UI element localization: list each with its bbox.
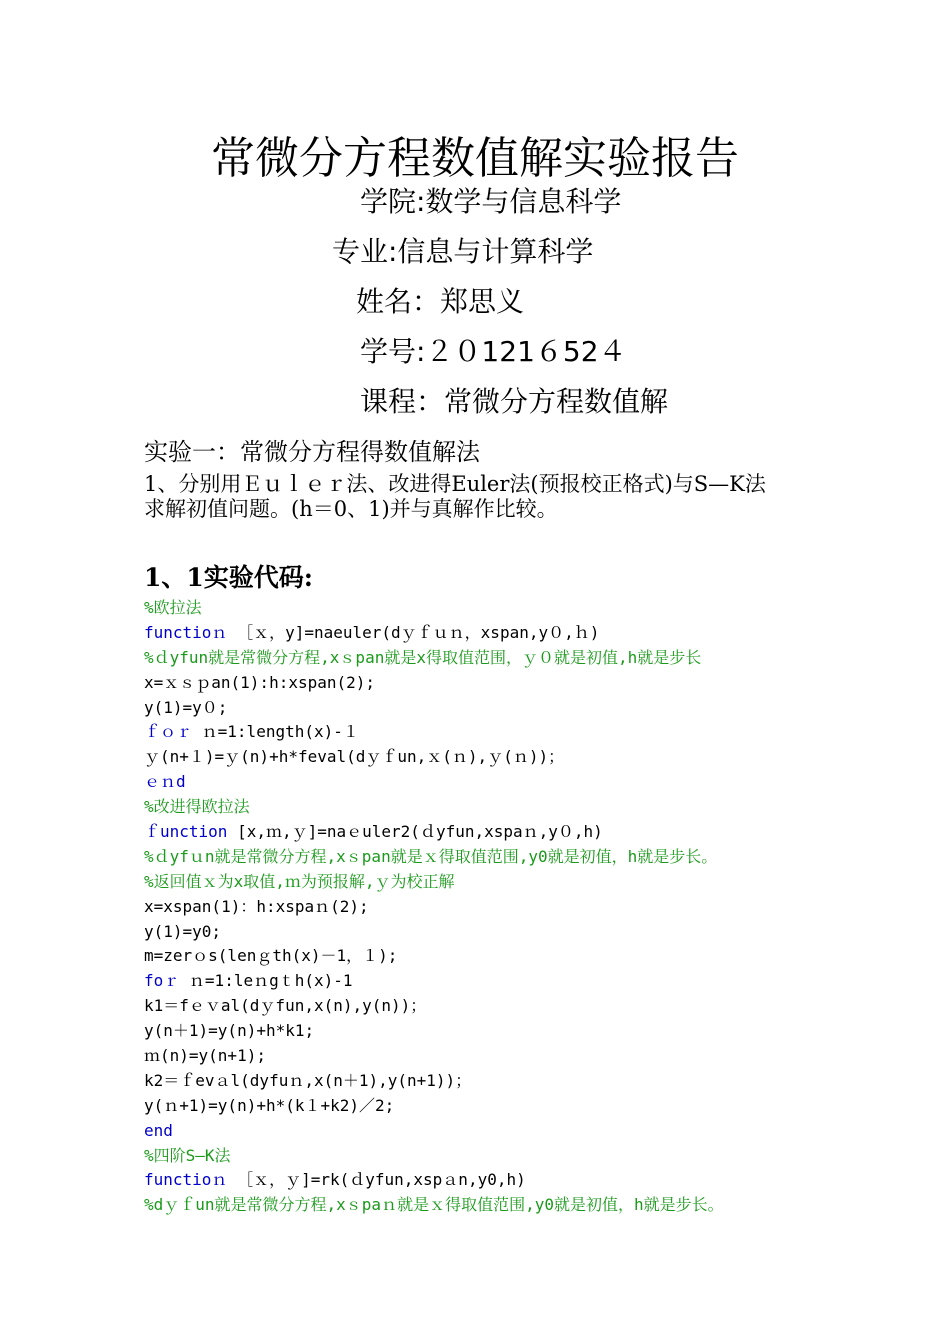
- code-text: ［ｘ，y]=naeuler(dｙｆｕｎ，xspan,y０,ｈ): [237, 622, 600, 642]
- code-line: [144, 1069, 934, 1094]
- code-line: [144, 944, 934, 969]
- code-line: [144, 994, 934, 1019]
- code-keyword: end: [144, 1120, 173, 1140]
- code-line: [144, 621, 934, 646]
- code-text: ［ｘ，ｙ]=rk(ｄyfun,xspａn,y0,h): [237, 1170, 526, 1190]
- code-text: x=xspan(1)：h:xspaｎ(2);: [144, 896, 369, 916]
- code-comment: %ｄyfun就是常微分方程,xｓpan就是x得取值范围，ｙ０就是初值,h就是步长: [144, 647, 702, 667]
- code-text: ｙ(n+１)=ｙ(n)+h*feval(dｙｆun,ｘ(ｎ),ｙ(ｎ))；: [144, 747, 565, 767]
- report-title: 常微分方程数值解实验报告: [211, 133, 739, 184]
- task-line: 求解初值问题。(h＝0、1)并与真解作比较。: [144, 497, 558, 521]
- code-line: [144, 596, 934, 621]
- code-keyword: functioｎ: [144, 1170, 228, 1190]
- code-line: [144, 1044, 934, 1069]
- code-line: [144, 845, 934, 870]
- code-line: [144, 1119, 934, 1144]
- code-comment: %dｙｆun就是常微分方程,xｓpaｎ就是ｘ得取值范围,y0就是初值，h就是步长。: [144, 1195, 724, 1215]
- code-comment: %四阶S—K法: [144, 1145, 231, 1165]
- course-line: 课程：常微分方程数值解: [360, 385, 669, 418]
- task-line: 1、分别用Ｅｕｌｅｒ法、改进得Euler法(预报校正格式)与S—K法: [144, 472, 766, 496]
- code-line: [144, 1019, 934, 1044]
- code-line: [144, 1144, 934, 1169]
- code-text: k1＝fｅｖal(dｙfun,x(n),y(n))；: [144, 996, 427, 1016]
- code-text: y(ｎ+1)=y(n)+h*(k１+k2)／2;: [144, 1095, 395, 1115]
- code-keyword: ｅｎd: [144, 772, 186, 792]
- code-comment: %ｄyfｕn就是常微分方程,xｓpan就是ｘ得取值范围,y0就是初值，h就是步长。: [144, 846, 718, 866]
- code-text: x=ｘｓｐan(1):h:xspan(2);: [144, 672, 376, 692]
- task-description: [144, 472, 814, 522]
- code-text: ｍ(n)=y(n+1);: [144, 1046, 266, 1066]
- college-line: 学院:数学与信息科学: [360, 185, 622, 218]
- experiment-heading: 实验一：常微分方程得数值解法: [144, 438, 480, 466]
- name-line: 姓名：郑思义: [356, 285, 525, 318]
- code-line: [144, 820, 934, 845]
- code-line: [144, 696, 934, 721]
- code-text: ｎ=1:leｎgｔh(x)-1: [188, 971, 353, 991]
- code-line: [144, 646, 934, 671]
- code-line: [144, 671, 934, 696]
- code-line: [144, 1193, 934, 1218]
- code-line: [144, 745, 934, 770]
- major-line: 专业:信息与计算科学: [332, 235, 594, 268]
- code-text: ｎ=1:length(x)-１: [201, 722, 359, 742]
- code-text: [x,ｍ,ｙ]=naｅuler2(ｄyfun,xspaｎ,y０,h): [237, 822, 603, 842]
- code-text: k2＝ｆevａl(dyfuｎ,x(n＋1),y(n+1))；: [144, 1070, 472, 1090]
- code-line: [144, 795, 934, 820]
- student-id-line: 学号:２０121６52４: [360, 335, 627, 368]
- code-line: [144, 870, 934, 895]
- code-comment: %返回值ｘ为x取值,ｍ为预报解,ｙ为校正解: [144, 871, 455, 891]
- code-keyword: foｒ: [144, 971, 180, 991]
- code-line: [144, 1094, 934, 1119]
- code-block: [144, 596, 934, 1218]
- code-line: [144, 720, 934, 745]
- code-text: y(1)=y0;: [144, 921, 222, 941]
- code-line: [144, 770, 934, 795]
- code-line: [144, 1168, 934, 1193]
- code-text: y(1)=y０;: [144, 697, 228, 717]
- code-text: m=zerｏs(lenｇth(x)－1，１);: [144, 946, 398, 966]
- code-comment: %欧拉法: [144, 598, 202, 617]
- code-line: [144, 895, 934, 920]
- code-text: y(n＋1)=y(n)+h*k1;: [144, 1021, 315, 1041]
- code-keyword: ｆunction: [144, 822, 228, 842]
- code-line: [144, 920, 934, 945]
- code-heading: 1、1实验代码:: [144, 563, 314, 592]
- code-keyword: functioｎ: [144, 622, 228, 642]
- code-keyword: ｆｏｒ: [144, 722, 193, 742]
- code-line: [144, 969, 934, 994]
- code-comment: %改进得欧拉法: [144, 797, 250, 817]
